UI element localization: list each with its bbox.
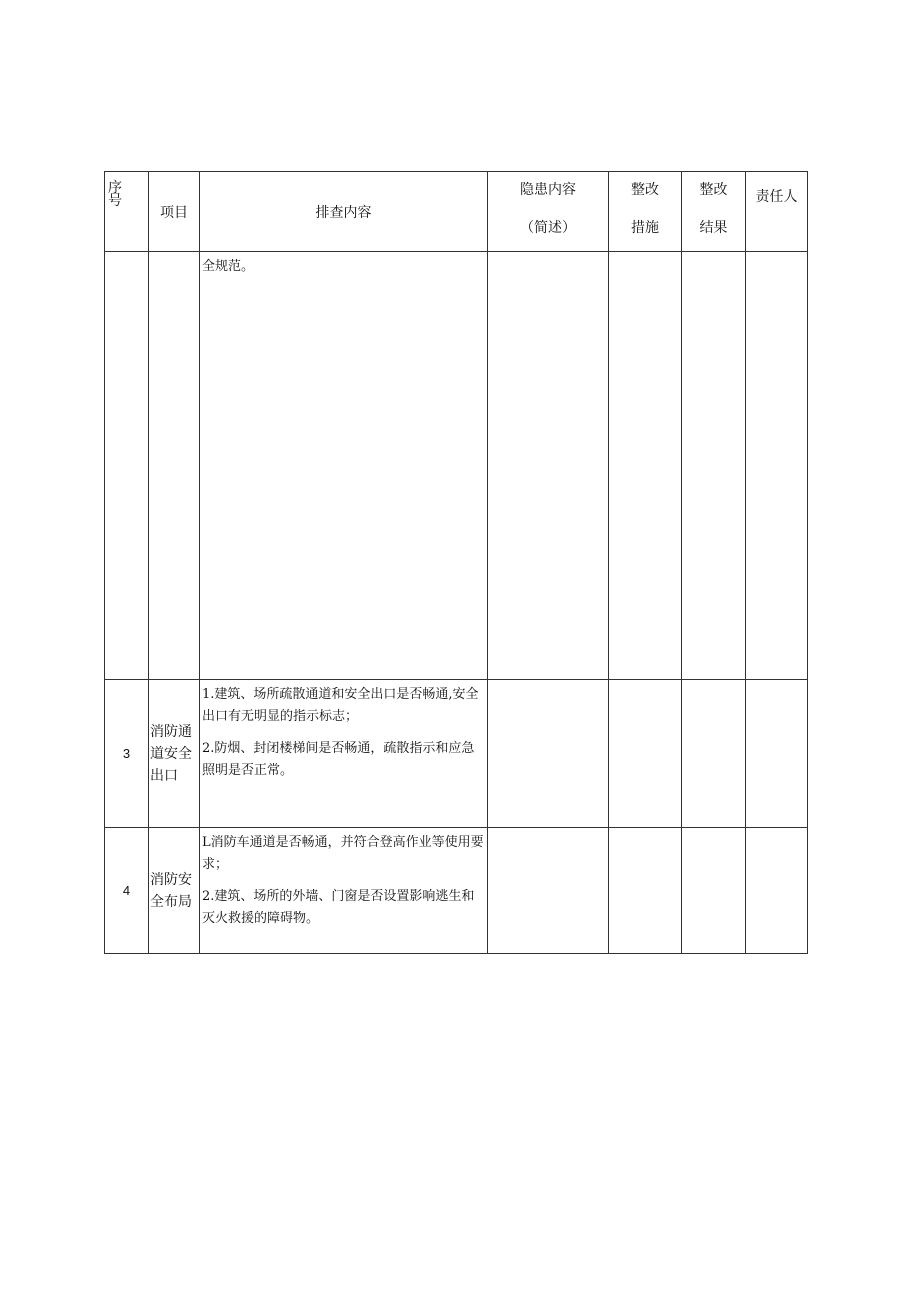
row-content [200, 828, 488, 954]
header-measure-line2: 措施 [631, 220, 659, 236]
header-content: 排查内容 [200, 172, 488, 252]
table-row [105, 252, 808, 680]
header-result [682, 172, 746, 252]
row-seq [105, 252, 149, 680]
row-owner-cell [746, 828, 808, 954]
inspection-table [104, 171, 808, 954]
content-line: L消防车通道是否畅通，并符合登高作业等使用要求； [202, 835, 484, 872]
row-seq: 3 [105, 680, 149, 828]
row-owner-cell [746, 680, 808, 828]
header-owner: 责任人 [746, 172, 808, 252]
row-hazard-cell [488, 828, 609, 954]
row-item: 消防安全布局 [149, 828, 200, 954]
header-row [105, 172, 808, 252]
header-hazard-line2: （简述） [520, 220, 576, 236]
row-measure-cell [609, 828, 682, 954]
header-item: 项目 [149, 172, 200, 252]
header-result-line1: 整改 [699, 182, 728, 198]
content-line: 2.防烟、封闭楼梯间是否畅通，疏散指示和应急照明是否正常。 [202, 741, 475, 778]
content-line: 2.建筑、场所的外墙、门窗是否设置影响逃生和灭火救援的障碍物。 [202, 889, 475, 926]
row-content [200, 680, 488, 828]
row-measure-cell [609, 252, 682, 680]
row-hazard-cell [488, 252, 609, 680]
row-seq: 4 [105, 828, 149, 954]
header-measure [609, 172, 682, 252]
content-line: 全规范。 [202, 259, 255, 274]
row-owner-cell [746, 252, 808, 680]
row-result-cell [682, 252, 746, 680]
row-content [200, 252, 488, 680]
row-item [149, 252, 200, 680]
content-line: 1.建筑、场所疏散通道和安全出口是否畅通,安全出口有无明显的指示标志； [202, 687, 479, 724]
header-hazard-line1: 隐患内容 [520, 182, 576, 198]
table-row [105, 828, 808, 954]
header-hazard [488, 172, 609, 252]
header-seq: 序号 [105, 172, 149, 252]
row-measure-cell [609, 680, 682, 828]
row-result-cell [682, 680, 746, 828]
header-result-line2: 结果 [699, 220, 728, 236]
row-item: 消防通道安全出口 [149, 680, 200, 828]
row-result-cell [682, 828, 746, 954]
row-hazard-cell [488, 680, 609, 828]
table-row [105, 680, 808, 828]
header-measure-line1: 整改 [631, 182, 659, 198]
